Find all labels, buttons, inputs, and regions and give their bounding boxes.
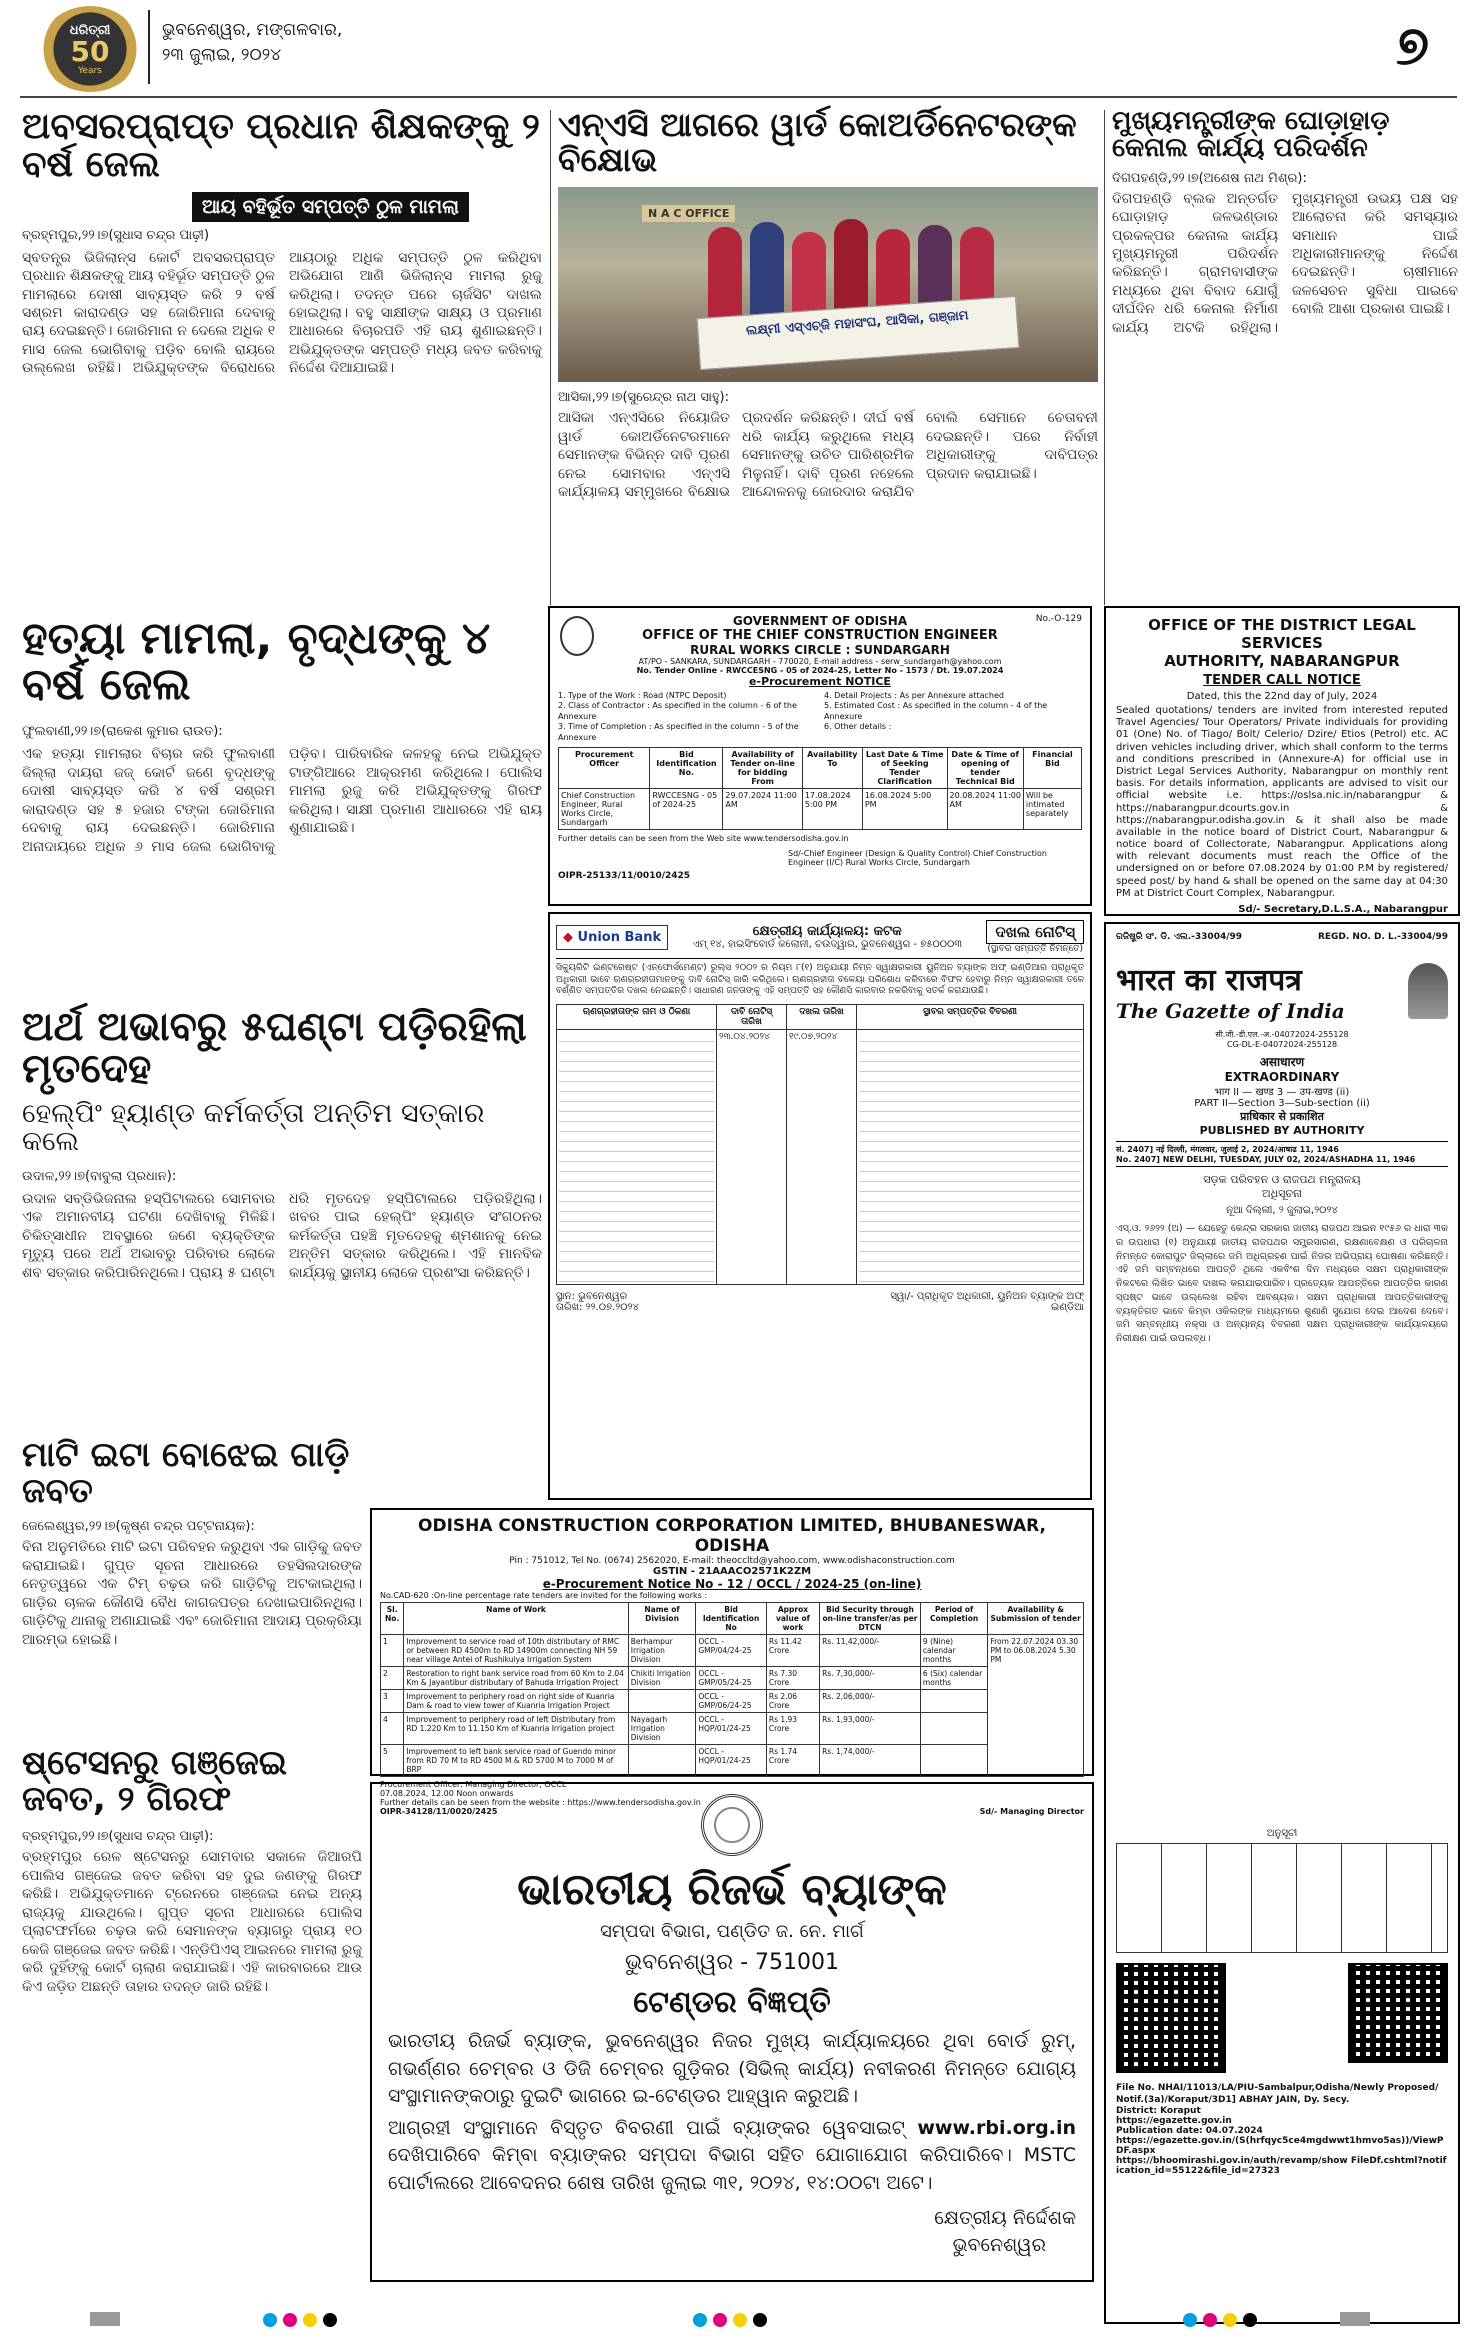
story-brick-vehicle-seized [22,1435,362,1738]
story-dateline: ଉଦାଳ,୨୨।୭(ବାବୁଲା ପ୍ରଧାନ): [22,1168,177,1184]
table-header-cell: ଦଖଲ ତାରିଖ [787,1005,857,1030]
availability-cell: From 22.07.2024 03.30 PM to 06.08.2024 5.30 PM [988,1635,1084,1777]
issue-number: सं. 2407] [1116,1145,1154,1154]
possession-table [556,1004,1084,1285]
table-cell: 20.08.2024 11:00 AM [947,788,1023,829]
gazette-place-date: ନୂଆ ଦିଲ୍ଲୀ, ୨ ଜୁଲାଇ,୨୦୨୪ [1226,1205,1338,1216]
table-cell: 9 (Nine) calendar months [920,1635,987,1667]
tender-items-list [558,691,1082,743]
column-rule [1104,110,1105,605]
table-cell [920,1745,987,1777]
page-number: ୭ [1395,14,1429,77]
table-cell: OCCL - HQP/01/24-25 [696,1745,767,1777]
story-ganja-seized [22,1743,362,2286]
table-header-cell: Period of Completion [920,1603,987,1635]
table-header-cell: Approx value of work [766,1603,819,1635]
story-dateline: ବ୍ରହ୍ମପୁର,୨୨।୭(ସୁଧାସ ଚନ୍ଦ୍ର ପାଢ଼ୀ): [22,1829,214,1845]
registration-dot [693,2313,707,2327]
masthead-city-day: ଭୁବନେଶ୍ୱର, ମଙ୍ଗଳବାର, [162,20,343,40]
table-cell: OCCL - HQP/01/24-25 [696,1713,767,1745]
table-header-cell: Name of Work [404,1603,628,1635]
registration-dot [1223,2313,1237,2327]
bank-office: କ୍ଷେତ୍ରୀୟ କାର୍ଯ୍ୟାଳୟ: କଟକ [752,924,902,939]
gazette-title-hindi: भारत का राजपत्र [1116,963,1302,998]
table-row [381,1635,1084,1667]
occl-header: ODISHA CONSTRUCTION CORPORATION LIMITED, BHUBANESWAR, ODISHA [418,1516,1046,1556]
story-retired-headmaster [22,108,542,608]
rbi-body-post: ଦେଖିପାରିବେ କିମ୍ବା ବ୍ୟାଙ୍କର ସମ୍ପଦା ବିଭାଗ ସହିତ ଯୋଗାଯୋଗ କରିପାରିବେ। MSTC ପୋର୍ଟାଲରେ ଆବେଦନର ଶେଷ ତାରିଖ ଜୁଲାଇ ୩୧, ୨୦୨୪, ୧୪:୦୦ଟା ଅଟେ। [388,2144,1076,2194]
table-cell: OCCL - GMP/05/24-25 [696,1667,767,1690]
table-header-cell: Bid Identification No [696,1603,767,1635]
registration-dot [263,2313,277,2327]
registration-dot [733,2313,747,2327]
table-cell: 2 [381,1667,404,1690]
table-cell: 4 [381,1713,404,1745]
story-dateline: ଆସିକା,୨୨।୭(ସୁରେନ୍ଦ୍ର ନାଥ ସାହୁ): [558,390,729,406]
gazette-qr-code-2 [1348,1963,1448,2063]
column-rule [550,110,551,605]
photo-office-sign: N A C OFFICE [642,205,735,222]
story-headline: ହତ୍ୟା ମାମଲା, ବୃଦ୍ଧଙ୍କୁ ୪ ବର୍ଷ ଜେଲ [22,613,491,711]
occl-tender-notice [370,1508,1094,1816]
demand-date-cell: ୨୩.୦୪.୨୦୨୪ [717,1030,787,1285]
gazette-publication-date: Publication date: 04.07.2024 [1116,2126,1263,2137]
rural-works-tender-notice [548,606,1092,906]
table-header-cell: ଋଣଗ୍ରହୀତାଙ୍କ ନାମ ଓ ଠିକଣା [557,1005,717,1030]
table-header-row [381,1603,1084,1635]
table-cell [920,1690,987,1713]
borrower-placeholder-lines [559,1032,714,1282]
gazette-qr-code [1116,1963,1226,2073]
tender-item: 2. Class of Contractor : As specified in the column - 6 of the Annexure [558,701,797,721]
registration-dot [323,2313,337,2327]
table-cell: Improvement to periphery road on right side of Kuanria Dam & road to view tower of Kuanria Irrigation Project [404,1690,628,1713]
table-row [381,1713,1084,1745]
rbi-website-link[interactable]: www.rbi.org.in [917,2116,1076,2139]
rbi-department: ସମ୍ପଦା ବିଭାଗ, ପଣ୍ଡିତ ଜ. ନେ. ମାର୍ଗ [600,1921,864,1942]
registration-dot [1203,2313,1217,2327]
rbi-tender-notice [370,1782,1094,2282]
print-registration-marks [0,2300,1477,2339]
tender-item: 5. Estimated Cost : As specified in the column - 4 of the Annexure [824,701,1048,721]
issue-number: No. 2407] [1116,1155,1160,1164]
gazette-authority: PUBLISHED BY AUTHORITY [1199,1124,1365,1137]
gazette-extraordinary: EXTRAORDINARY [1224,1070,1340,1084]
notice-title: ଦଖଲ ନୋଟିସ୍ [986,920,1084,944]
registration-dots-right [1180,2312,1260,2331]
notice-body: ସିକ୍ୟୁରିଟି ଇଣ୍ଟରେଷ୍ଟ (ଏନ୍ଫୋର୍ସମେଣ୍ଟ) ରୁଲ୍ସ ୨୦୦୨ ର ନିୟମ ୮(୧) ଅନୁଯାୟୀ ନିମ୍ନ ସ୍ୱାକ୍ଷରକାରୀ ୟୁନିଅନ ବ୍ୟାଙ୍କ ଅଫ୍ ଇଣ୍ଡିଆର ପ୍ରାଧିକୃତ ଅଧିକାରୀ ଭାବେ ଋଣଗ୍ରହୀତାମାନଙ୍କୁ ଦାବି ନୋଟିସ୍ ଜାରି କରିଥିଲେ। ଋଣଗ୍ରହୀତା ବକେୟା ପରିଶୋଧ କରିବାରେ ବିଫଳ ହେବାରୁ ନିମ୍ନ ସ୍ୱାକ୍ଷରକାରୀ ତଳେ ବର୍ଣ୍ଣିତ ସମ୍ପତ୍ତିର ଦଖଲ ନେଇଛନ୍ତି। ସାଧାରଣ ଜନତାଙ୍କୁ ଏହି ସମ୍ପତ୍ତି ସହ କୌଣସି କାରବାର ନକରିବାକୁ ସତର୍କ କରାଯାଉଛି। [556,963,1084,997]
story-subhead: ହେଲ୍ପିଂ ହ୍ୟାଣ୍ଡ କର୍ମକର୍ତ୍ତା ଅନ୍ତିମ ସତ୍କାର କଲେ [22,1098,485,1158]
table-cell [920,1713,987,1745]
story-murder-case [22,613,542,996]
gazette-of-india-notice [1104,922,1460,2324]
gazette-notification: ଅଧିସୂଚନା [1262,1187,1302,1200]
bank-name: Union Bank [577,929,662,945]
logo-wordmark: ଧରିତ୍ରୀ [69,22,111,38]
table-row [559,788,1082,829]
table-cell: Chikiti Irrigation Division [628,1667,696,1690]
property-cell [857,1030,1084,1285]
possession-date-cell: ୧୯.୦୭.୨୦୨୪ [787,1030,857,1285]
gray-bar-left [90,2312,120,2326]
story-headline: ଅର୍ଥ ଅଭାବରୁ ୫ଘଣ୍ଟା ପଡ଼ିରହିଲା ମୃତଦେହ [22,1004,527,1092]
tender-header-authority: AUTHORITY, NABARANGPUR [1164,652,1400,670]
table-cell: Rs. 1,93,000/- [820,1713,921,1745]
registration-dot [713,2313,727,2327]
gazette-url[interactable]: https://egazette.gov.in [1116,2116,1232,2127]
gazette-body: ଏସ୍.ଓ. ୨୬୨୨ (ଅ) — ଯେହେତୁ କେନ୍ଦ୍ର ସରକାର ଜାତୀୟ ରାଜପଥ ଆଇନ ୧୯୫୬ ର ଧାରା ୩କ ର ଉପଧାରା (୧) ଅନୁଯାୟୀ ଜାତୀୟ ରାଜପଥର ସମ୍ପ୍ରସାରଣ, ରକ୍ଷଣାବେକ୍ଷଣ ଓ ପରିଚାଳନା ନିମନ୍ତେ କୋରାପୁଟ ଜିଲ୍ଲାରେ ଜମି ଅଧିଗ୍ରହଣ ପାଇଁ ନିଜର ଅଭିପ୍ରାୟ ଘୋଷଣା କରିଛନ୍ତି। ଏହି ଜମି ସମ୍ବନ୍ଧରେ ଆପତ୍ତି ଥିଲେ ଏକବିଂଶ ଦିନ ମଧ୍ୟରେ ସକ୍ଷମ ପ୍ରାଧିକାରୀଙ୍କ ନିକଟରେ ଲିଖିତ ଭାବେ ଦାଖଲ କରାଯାଇପାରିବ। ପ୍ରତ୍ୟେକ ଆପତ୍ତିରେ ଆପତ୍ତିର କାରଣ ସ୍ପଷ୍ଟ ଭାବେ ଉଲ୍ଲେଖ ରହିବା ଆବଶ୍ୟକ। ସକ୍ଷମ ପ୍ରାଧିକାରୀ ଆପତ୍ତିକାରୀଙ୍କୁ ବ୍ୟକ୍ତିଗତ ଭାବେ କିମ୍ବା ଓକିଲଙ୍କ ମାଧ୍ୟମରେ ଶୁଣାଣି ସୁଯୋଗ ଦେଇ ଆଦେଶ ଦେବେ। ଜମି ସମ୍ବନ୍ଧୀୟ ନକ୍ସା ଓ ଅନ୍ୟାନ୍ୟ ବିବରଣୀ ସକ୍ଷମ ପ୍ରାଧିକାରୀଙ୍କ କାର୍ଯ୍ୟାଳୟରେ ନିରୀକ୍ଷଣ ପାଇଁ ଉପଲବ୍ଧ। [1116,1223,1448,1345]
story-dateline: ଜେଲେଶ୍ୱର,୨୨।୭(କୃଷ୍ଣ ଚନ୍ଦ୍ର ପଟ୍ଟନାୟକ): [22,1519,255,1535]
table-cell: Rs 7.30 Crore [766,1667,819,1690]
story-headline: ଅବସରପ୍ରାପ୍ତ ପ୍ରଧାନ ଶିକ୍ଷକଙ୍କୁ ୨ ବର୍ଷ ଜେଲ [22,106,540,185]
rbi-seal-icon [701,1794,763,1856]
rbi-body: ଭାରତୀୟ ରିଜର୍ଭ ବ୍ୟାଙ୍କ, ଭୁବନେଶ୍ୱର ନିଜର ମୁଖ୍ୟ କାର୍ଯ୍ୟାଳୟରେ ଥିବା ବୋର୍ଡ ରୁମ୍, ଗଭର୍ଣ୍ଣର ଚେମ୍ବର ଓ ଡିଜି ଚେମ୍ବର ଗୁଡ଼ିକର (ସିଭିଲ୍ କାର୍ଯ୍ୟ) ନବୀକରଣ ନିମନ୍ତେ ଯୋଗ୍ୟ ସଂସ୍ଥାମାନଙ୍କଠାରୁ ଦୁଇଟି ଭାଗରେ ଇ-ଟେଣ୍ଡର ଆହ୍ୱାନ କରୁଅଛି। [388,2030,1076,2108]
registration-number-odia: ରଜିଷ୍ଟ୍ରି ସଂ. ଡି. ଏଲ.-33004/99 [1116,932,1243,942]
table-cell: Restoration to right bank service road from 60 Km to 2.04 Km & Jayantibur distributary of Bahuda Irrigation Project [404,1667,628,1690]
table-cell: 6 (Six) calendar months [920,1667,987,1690]
story-kicker: ଆୟ ବହିର୍ଭୂତ ସମ୍ପତ୍ତି ଠୁଳ ମାମଲା [192,192,469,222]
table-cell: Rs. 7,30,000/- [820,1667,921,1690]
story-headline: ମାଟି ଇଟା ବୋଝେଇ ଗାଡ଼ି ଜବତ [22,1435,350,1511]
masthead-divider [148,10,150,84]
table-cell: Will be intimated separately [1023,788,1081,829]
table-cell: Nayagarh Irrigation Division [628,1713,696,1745]
table-header-cell: Procurement Officer [559,747,650,788]
union-bank-logo [556,925,668,950]
table-header-cell: Sl. No. [381,1603,404,1635]
tender-footer-note: Further details can be seen from the Web site www.tendersodisha.gov.in [558,833,849,843]
notice-date: ତାରିଖ: ୨୨.୦୭.୨୦୨୪ [556,1302,639,1314]
table-header-cell: Last Date & Time of Seeking Tender Clarification [862,747,947,788]
table-cell: RWCCESNG - 05 of 2024-25 [650,788,723,829]
occl-procurement-officer: Procurement Officer: Managing Director, OCCL [380,1780,567,1789]
tender-oipr-code: OIPR-25133/11/0010/2425 [558,870,691,881]
rbi-notice-title: ଟେଣ୍ଡର ବିଜ୍ଞପ୍ତି [633,1985,831,2020]
tender-item: 4. Detail Projects : As per Annexure attached [824,691,1004,700]
ashoka-emblem-icon [1408,963,1448,1019]
registration-dot [753,2313,767,2327]
protest-photo [558,187,1098,382]
story-body: ଆସିକା ଏନ୍ଏସିରେ ନିୟୋଜିତ ୱାର୍ଡ କୋଅର୍ଡିନେଟରମାନେ ସେମାନଙ୍କ ବିଭିନ୍ନ ଦାବି ପୂରଣ ନେଇ ସୋମବାର ଏନ୍ଏସି କାର୍ଯ୍ୟାଳୟ ସମ୍ମୁଖରେ ବିକ୍ଷୋଭ ପ୍ରଦର୍ଶନ କରିଛନ୍ତି। ଦୀର୍ଘ ବର୍ଷ ଧରି କାର୍ଯ୍ୟ କରୁଥିଲେ ମଧ୍ୟ ସେମାନଙ୍କୁ ଉଚିତ ପାରିଶ୍ରମିକ ମିଳୁନାହିଁ। ଦାବି ପୂରଣ ନହେଲେ ଆନ୍ଦୋଳନକୁ ଜୋରଦାର କରାଯିବ ବୋଲି ସେମାନେ ଚେତାବନୀ ଦେଇଛନ୍ତି। ପରେ ନିର୍ବାହୀ ଅଧିକାରୀଙ୍କୁ ଦାବିପତ୍ର ପ୍ରଦାନ କରାଯାଇଛି। [558,410,1098,501]
tender-schedule-table [558,747,1082,830]
story-body-unclaimed [22,1006,542,1426]
table-cell: Rs 1.93 Crore [766,1713,819,1745]
rbi-signature-city: ଭୁବନେଶ୍ୱର [952,2233,1046,2256]
masthead-date: ୨୩ ଜୁଲାଇ, ୨୦୨୪ [162,44,282,65]
occl-signature: Sd/- Managing Director [979,1807,1084,1816]
tender-notice-title: TENDER CALL NOTICE [1203,673,1361,688]
occl-works-table [380,1602,1084,1777]
table-cell: Chief Construction Engineer, Rural Works Circle, Sundargarh [559,788,650,829]
table-row [381,1745,1084,1777]
table-cell: Berhampur Irrigation Division [628,1635,696,1667]
story-headline: ମୁଖ୍ୟମନ୍ତ୍ରୀଙ୍କ ଘୋଡ଼ାହାଡ଼ କେନାଲ କାର୍ଯ୍ୟ ପରିଦର୍ଶନ [1112,106,1390,164]
logo-years-number: 50 [70,34,110,68]
table-header-cell: Availability & Submission of tender [988,1603,1084,1635]
table-header-cell: Bid Security through on-line transfer/as per DTCN [820,1603,921,1635]
legal-services-tender-notice [1104,606,1460,916]
table-cell: Rs. 1,74,000/- [820,1745,921,1777]
gazette-pdf-link[interactable]: https://egazette.gov.in/(S(hrfqyc5ce4mgdwwt1hmvo5as))/ViewPDF.aspx [1116,2136,1444,2157]
logo-years-label: Years [78,65,102,76]
gazette-district: District: Koraput [1116,2106,1201,2117]
tender-header-office: OFFICE OF THE CHIEF CONSTRUCTION ENGINEER [642,628,998,643]
masthead-bottom-rule [20,96,1457,98]
table-cell: 16.08.2024 5:00 PM [862,788,947,829]
table-cell: Rs 2.06 Crore [766,1690,819,1713]
table-cell: 29.07.2024 11:00 AM [723,788,802,829]
registration-number-english: REGD. NO. D. L.-33004/99 [1317,932,1448,942]
rbi-body-pre: ଆଗ୍ରହୀ ସଂସ୍ଥାମାନେ ବିସ୍ତୃତ ବିବରଣୀ ପାଇଁ ବ୍ୟାଙ୍କର ୱେବସାଇଟ୍ [388,2116,905,2139]
occl-further-details: Further details can be seen from the website : https://www.tendersodisha.gov.in [380,1798,701,1807]
table-cell [628,1745,696,1777]
gazette-code-english: CG-DL-E-04072024-255128 [1226,1040,1338,1049]
occl-bid-opening: 07.08.2024, 12.00 Noon onwards [380,1789,514,1798]
story-body: ଦିଗପହଣ୍ଡି ବ୍ଲକ ଅନ୍ତର୍ଗତ ଘୋଡ଼ାହାଡ଼ ଜଳଭଣ୍ଡାର ପ୍ରକଳ୍ପର କେନାଲ କାର୍ଯ୍ୟ ମୁଖ୍ୟମନ୍ତ୍ରୀ ପରିଦର୍ଶନ କରିଛନ୍ତି। ଗ୍ରାମବାସୀଙ୍କ ମଧ୍ୟରେ ଥିବା ବିବାଦ ଯୋଗୁଁ ଦୀର୍ଘଦିନ ଧରି କେନାଲ ନିର୍ମାଣ କାର୍ଯ୍ୟ ଅଟକି ରହିଥିଲା। ମୁଖ୍ୟମନ୍ତ୍ରୀ ଉଭୟ ପକ୍ଷ ସହ ଆଲୋଚନା କରି ସମସ୍ୟାର ସମାଧାନ ପାଇଁ ଅଧିକାରୀମାନଙ୍କୁ ନିର୍ଦ୍ଦେଶ ଦେଇଛନ୍ତି। ଚାଷୀମାନେ ଜଳସେଚନ ସୁବିଧା ପାଇବେ ବୋଲି ଆଶା ପ୍ରକାଶ ପାଇଛି। [1112,190,1458,336]
table-cell: Improvement to service road of 10th distributary of RMC or between RD 4500m to RD 14900m connecting NH 59 near village Antei of Rushikulya Irrigation System [404,1635,628,1667]
table-header-cell: Date & Time of opening of tender Technical Bid [947,747,1023,788]
table-header-row [559,747,1082,788]
table-cell: Rs 11.42 Crore [766,1635,819,1667]
tender-item: 6. Other details : [824,722,892,732]
table-header-cell: Name of Division [628,1603,696,1635]
occl-notice-title: e-Procurement Notice No - 12 / OCCL / 2024-25 (on-line) [542,1577,922,1591]
story-body: ଏକ ହତ୍ୟା ମାମଲାର ବିଚାର କରି ଫୁଲବାଣୀ ଜିଲ୍ଲା ଦାୟରା ଜଜ୍ କୋର୍ଟ ଜଣେ ବୃଦ୍ଧଙ୍କୁ ଦୋଷୀ ସାବ୍ୟସ୍ତ କରି ୪ ବର୍ଷ ସଶ୍ରମ କାରାଦଣ୍ଡ ସହ ୫ ହଜାର ଟଙ୍କା ଜୋରିମାନା ଦେବାକୁ ରାୟ ଦେଇଛନ୍ତି। ଜୋରିମାନା ଅନାଦାୟରେ ଅଧିକ ୬ ମାସ ଜେଲ ଭୋଗିବାକୁ ପଡ଼ିବ। ପାରିବାରିକ କଳହକୁ ନେଇ ଅଭିଯୁକ୍ତ ଟାଙ୍ଗିଆରେ ଆକ୍ରମଣ କରିଥିଲେ। ପୋଲିସ ମାମଲା ରୁଜୁ କରି ଅଭିଯୁକ୍ତଙ୍କୁ ଗିରଫ କରିଥିଲା। ସାକ୍ଷୀ ପ୍ରମାଣ ଆଧାରରେ ଏହି ରାୟ ଶୁଣାଯାଇଛି। [22,746,542,855]
table-row [381,1690,1084,1713]
gazette-authority-hindi: प्राधिकार से प्रकाशित [1240,1110,1324,1123]
tender-item: 1. Type of the Work : Road (NTPC Deposit) [558,691,727,700]
table-cell: Rs. 11,42,000/- [820,1635,921,1667]
gazette-ministry: ସଡ଼କ ପରିବହନ ଓ ରାଜପଥ ମନ୍ତ୍ରାଳୟ [1203,1173,1361,1186]
notice-place: ସ୍ଥାନ: ଭୁବନେଶ୍ୱର [556,1291,628,1303]
story-cm-canal-visit [1112,108,1458,608]
table-header-cell: Bid Identification No. [650,747,723,788]
issue-line: नई दिल्ली, मंगलवार, जुलाई 2, 2024/आषाढ 11, 1946 [1155,1145,1339,1154]
gazette-extraordinary-hindi: असाधारण [1259,1055,1305,1069]
occl-oipr: OIPR-34128/11/0020/2425 [380,1807,498,1816]
tender-number: No. Tender Online - RWCCESNG - 05 of 2024-25, Letter No - 1573 / Dt. 19.07.2024 [636,666,1004,675]
gazette-issue-english [1116,1155,1448,1164]
registration-dot [283,2313,297,2327]
tender-body: Sealed quotations/ tenders are invited from interested reputed Travel Agencies/ Tour Operators/ Private individuals for providing 01 (One) No. of Tiago/ Bolt/ Celerio/ Dzire/ Etios (Petrol) etc. AC driven vehicles including driver, which shall conform to the terms and conditions prescribed in (Annexure-A) for official use in District Legal Services Authority, Nabarangpur on monthly rent basis. For details information, applicants are advised to visit our official website i.e. https://oslsa.nic.in/nabarangpur & https://nabarangpur.dcourts.gov.in & https://nabarangpur.odisha.gov.in & it shall also be made available in the notice board of District Court, Nabarangpur & notice board of Collectorate, Nabarangpur. Applications along with relevant documents must reach the Office of the undersigned on or before 07.08.2024 by 01:00 P.M by registered/ speed post/ by hand & shall be opened on the same day at 04:30 PM at District Court Complex, Nabarangpur. [1116,705,1448,899]
table-header-cell: ଦାବି ନୋଟିସ୍ ତାରିଖ [717,1005,787,1030]
gazette-part: PART II—Section 3—Sub-section (ii) [1194,1098,1370,1109]
occl-gstin: GSTIN - 21AAACO2571K2ZM [652,1566,812,1577]
bhoomirashi-link[interactable]: https://bhoomirashi.gov.in/auth/revamp/show FileDf.cshtml?notification_id=55122&file_id=27323 [1116,2156,1447,2177]
borrower-cell [557,1030,717,1285]
gazette-issue-hindi [1116,1144,1448,1155]
tender-header-circle: RURAL WORKS CIRCLE : SUNDARGARH [690,643,950,657]
bank-address: ଏମ୍ ୧୪, ହାଇସିଂବୋର୍ଡ କଲୋନୀ, ଚଉଦ୍ୱାର, ଭୁବନେଶ୍ୱର - ୭୫୦୦୦୩ [692,939,963,950]
table-cell: Improvement to periphery road of left Distributary from RD 1.220 Km to 11.150 Km of Kuanria Irrigation project [404,1713,628,1745]
rbi-signature [388,2205,1076,2258]
table-cell: OCCL - GMP/06/24-25 [696,1690,767,1713]
table-header-cell: ସ୍ଥାବର ସମ୍ପତ୍ତିର ବିବରଣୀ [857,1005,1084,1030]
rbi-title: ଭାରତୀୟ ରିଜର୍ଭ ବ୍ୟାଙ୍କ [517,1864,947,1915]
tender-item: 3. Time of Completion : As specified in the column - 5 of the Annexure [558,722,799,742]
registration-dot [303,2313,317,2327]
gazette-title-english: The Gazette of India [1116,999,1345,1023]
story-body: ବିନା ଅନୁମତିରେ ମାଟି ଇଟା ପରିବହନ କରୁଥିବା ଏକ ଗାଡ଼ିକୁ ଜବତ କରାଯାଇଛି। ଗୁପ୍ତ ସୂଚନା ଆଧାରରେ ତହସିଲଦାରଙ୍କ ନେତୃତ୍ୱରେ ଏକ ଟିମ୍ ଚଢ଼ଉ କରି ଗାଡ଼ିଟିକୁ ଅଟକାଇଥିଲା। ଗାଡ଼ିର ଚାଳକ କୌଣସି ବୈଧ କାଗଜପତ୍ର ଦେଖାଇପାରିନଥିଲା। ଗାଡ଼ିଟିକୁ ଥାନାକୁ ଅଣାଯାଇଛି ଏବଂ ଜୋରିମାନା ଆଦାୟ ପ୍ରକ୍ରିୟା ଆରମ୍ଭ ହୋଇଛି। [22,1539,362,1648]
story-dateline: ଫୁଲବାଣୀ,୨୨।୭(ରାକେଶ କୁମାର ରାଉତ): [22,724,223,740]
table-cell: Improvement to left bank service road of Guendo minor from RD 70 M to RD 4500 M & RD 5700 M to 7000 M of BRP [404,1745,628,1777]
table-header-cell: Financial Bid [1023,747,1081,788]
property-placeholder-lines [859,1032,1081,1282]
tender-header-government: GOVERNMENT OF ODISHA [732,614,908,628]
union-bank-possession-notice [548,912,1092,1500]
bank-logo-icon: ◆ [563,929,578,945]
table-cell: 3 [381,1690,404,1713]
table-cell: Rs. 2,06,000/- [820,1690,921,1713]
registration-dots-left [260,2312,340,2331]
story-dateline: ଦିଗପହଣ୍ଡି,୨୨।୭(ଅଶେଷ ନାଥ ମିଶ୍ର): [1112,170,1307,186]
gazette-schedule-title: ଅନୁସୂଚୀ [1266,1828,1298,1839]
notice-signature: ସ୍ୱା/- ପ୍ରାଧିକୃତ ଅଧିକାରୀ, ୟୁନିଅନ ବ୍ୟାଙ୍କ ଅଫ୍ ଇଣ୍ଡିଆ [890,1291,1084,1314]
tender-header-office: OFFICE OF THE DISTRICT LEGAL SERVICES [1148,616,1416,652]
story-dateline: ବ୍ରହ୍ମପୁର,୨୨।୭(ସୁଧାସ ଚନ୍ଦ୍ର ପାଢ଼ୀ) [22,227,210,243]
occl-intro: No.CAD-620 :On-line percentage rate tenders are invited for the following works : [380,1591,708,1600]
story-body: ବ୍ରହ୍ମପୁର ରେଳ ଷ୍ଟେସନରୁ ସୋମବାର ସକାଳେ ଜିଆରପି ପୋଲିସ ଗଞ୍ଜେଇ ଜବତ କରିବା ସହ ଦୁଇ ଜଣଙ୍କୁ ଗିରଫ କରିଛି। ଅଭିଯୁକ୍ତମାନେ ଟ୍ରେନରେ ଗଞ୍ଜେଇ ନେଇ ଅନ୍ୟ ରାଜ୍ୟକୁ ଯାଉଥିଲେ। ଗୁପ୍ତ ସୂଚନା ଆଧାରରେ ପୋଲିସ ପ୍ଲାଟଫର୍ମରେ ଚଢ଼ଉ କରି ସେମାନଙ୍କ ବ୍ୟାଗରୁ ପ୍ରାୟ ୧୦ କେଜି ଗଞ୍ଜେଇ ଜବତ କରିଛି। ଏନ୍ଡିପିଏସ୍ ଆଇନରେ ମାମଲା ରୁଜୁ କରି ଦୁହିଁଙ୍କୁ କୋର୍ଟ ଚାଲାଣ କରାଯାଇଛି। ଏହି କାରବାରରେ ଆଉ କିଏ ଜଡ଼ିତ ଅଛନ୍ତି ତାହାର ତଦନ୍ତ ଜାରି ରହିଛି। [22,1849,362,1995]
tender-ref-no: No.-O-129 [1035,614,1082,624]
story-headline: ଷ୍ଟେସନରୁ ଗଞ୍ଜେଇ ଜବତ, ୨ ଗିରଫ [22,1743,288,1819]
tender-signature: Sd/- Secretary,D.L.S.A., Nabarangpur [1238,904,1448,915]
issue-line: NEW DELHI, TUESDAY, JULY 02, 2024/ASHADHA 11, 1946 [1162,1155,1416,1164]
tender-address: AT/PO - SANKARA, SUNDARGARH - 770020, E-mail address - serw_sundargarh@yahoo.com [638,657,1002,666]
table-cell: 1 [381,1635,404,1667]
masthead-dateline [162,18,342,67]
table-header-row [557,1005,1084,1030]
story-headline: ଏନ୍ଏସି ଆଗରେ ୱାର୍ଡ କୋଅର୍ଡିନେଟରଙ୍କ ବିକ୍ଷୋଭ [558,105,1077,179]
story-body: ସ୍ବତନ୍ତ୍ର ଭିଜିଲାନ୍ସ କୋର୍ଟ ଅବସରପ୍ରାପ୍ତ ପ୍ରଧାନ ଶିକ୍ଷକଙ୍କୁ ଆୟ ବହିର୍ଭୂତ ସମ୍ପତ୍ତି ଠୁଳ ମାମଲାରେ ଦୋଷୀ ସାବ୍ୟସ୍ତ କରି ୨ ବର୍ଷ ସଶ୍ରମ କାରାଦଣ୍ଡ ସହ ଜୋରିମାନା ଦେବାକୁ ରାୟ ଦେଇଛନ୍ତି। ଜୋରିମାନା ନ ଦେଲେ ଅଧିକ ୧ ମାସ ଜେଲ ଭୋଗିବାକୁ ପଡ଼ିବ ବୋଲି ରାୟରେ ଉଲ୍ଲେଖ ରହିଛି। ଅଭିଯୁକ୍ତଙ୍କ ବିରୋଧରେ ଆୟଠାରୁ ଅଧିକ ସମ୍ପତ୍ତି ଠୁଳ କରିଥିବା ଅଭିଯୋଗ ଆଣି ଭିଜିଲାନ୍ସ ମାମଲା ରୁଜୁ କରିଥିଲା। ତଦନ୍ତ ପରେ ଚାର୍ଜସିଟ ଦାଖଲ ହୋଇଥିଲା। ବହୁ ସାକ୍ଷୀଙ୍କ ସାକ୍ଷ୍ୟ ଓ ପ୍ରମାଣ ଆଧାରରେ ବିଚାରପତି ଏହି ରାୟ ଶୁଣାଇଛନ୍ତି। ଅଭିଯୁକ୍ତଙ୍କ ସମ୍ପତ୍ତି ମଧ୍ୟ ଜବତ କରିବାକୁ ନିର୍ଦ୍ଦେଶ ଦିଆଯାଇଛି। [22,249,542,377]
registration-dots-center [690,2312,770,2331]
gazette-file-no: File No. NHAI/11013/LA/PIU-Sambalpur,Odisha/Newly Proposed/ Notif.(3a)/Koraput/3D1] ABHAY JAIN, Dy. Secy. [1116,2083,1439,2105]
table-cell [628,1690,696,1713]
occl-contact: Pin : 751012, Tel No. (0674) 2562020, E-mail: theoccltd@yahoo.com, www.odishaconstruction.com [509,1556,955,1566]
table-cell: OCCL - GMP/04/24-25 [696,1635,767,1667]
tender-dated: Dated, this the 22nd day of July, 2024 [1186,691,1378,702]
tender-signature: Sd/-Chief Engineer (Design & Quality Control) Chief Construction Engineer (I/C) Rural Works Circle, Sundargarh [788,848,1047,867]
gazette-schedule-table [1116,1843,1448,1953]
notice-subtitle: (ସ୍ଥାବର ସମ୍ପତ୍ତି ନିମନ୍ତେ) [987,944,1084,954]
gazette-code-hindi: सी.जी.-डी.एल.-अ.-04072024-255128 [1215,1030,1349,1039]
rbi-body-website [388,2115,1076,2198]
rbi-city: ଭୁବନେଶ୍ୱର - 751001 [624,1950,840,1975]
masthead [0,0,1477,98]
table-header-cell: Availability To [802,747,862,788]
registration-dot [1183,2313,1197,2327]
newspaper-logo [40,6,140,92]
protest-banner: ଲକ୍ଷ୍ମୀ ଏସ୍ଏଚ୍ଜି ମହାସଂଘ, ଆସିକା, ଗଞ୍ଜାମ [697,296,1020,370]
registration-dot [1243,2313,1257,2327]
tender-notice-title: e-Procurement NOTICE [749,675,891,688]
rbi-signature-title: କ୍ଷେତ୍ରୀୟ ନିର୍ଦ୍ଦେଶକ [934,2207,1076,2230]
table-row [381,1667,1084,1690]
table-cell: 17.08.2024 5:00 PM [802,788,862,829]
story-ward-coordinators [558,105,1098,608]
gazette-part-hindi: भाग II — खण्ड 3 — उप-खण्ड (ii) [1214,1087,1350,1098]
table-cell: Rs 1.74 Crore [766,1745,819,1777]
gray-bar-right [1340,2312,1370,2326]
story-body: ଉଦାଳ ସବ୍ଡିଭିଜନାଲ ହସ୍ପିଟାଲରେ ସୋମବାର ଏକ ଅମାନବୀୟ ଘଟଣା ଦେଖିବାକୁ ମିଳିଛି। ଚିକିତ୍ସାଧୀନ ଅବସ୍ଥାରେ ଜଣେ ବ୍ୟକ୍ତିଙ୍କ ମୃତ୍ୟୁ ପରେ ଅର୍ଥ ଅଭାବରୁ ପରିବାର ଲୋକେ ଶବ ସତ୍କାର କରିପାରିନଥିଲେ। ପ୍ରାୟ ୫ ଘଣ୍ଟା ଧରି ମୃତଦେହ ହସ୍ପିଟାଲରେ ପଡ଼ିରହିଥିଲା। ଖବର ପାଇ ହେଲ୍ପିଂ ହ୍ୟାଣ୍ଡ ସଂଗଠନର କର୍ମକର୍ତ୍ତା ପହଞ୍ଚି ମୃତଦେହକୁ ଶ୍ମଶାନକୁ ନେଇ ଅନ୍ତିମ ସତ୍କାର କରିଥିଲେ। ଏହି ମାନବିକ କାର୍ଯ୍ୟକୁ ସ୍ଥାନୀୟ ଲୋକେ ପ୍ରଶଂସା କରିଛନ୍ତି। [22,1190,542,1281]
table-row [557,1030,1084,1285]
table-header-cell: Availability of Tender on-line for bidding From [723,747,802,788]
table-cell: 5 [381,1745,404,1777]
government-emblem [560,616,594,656]
